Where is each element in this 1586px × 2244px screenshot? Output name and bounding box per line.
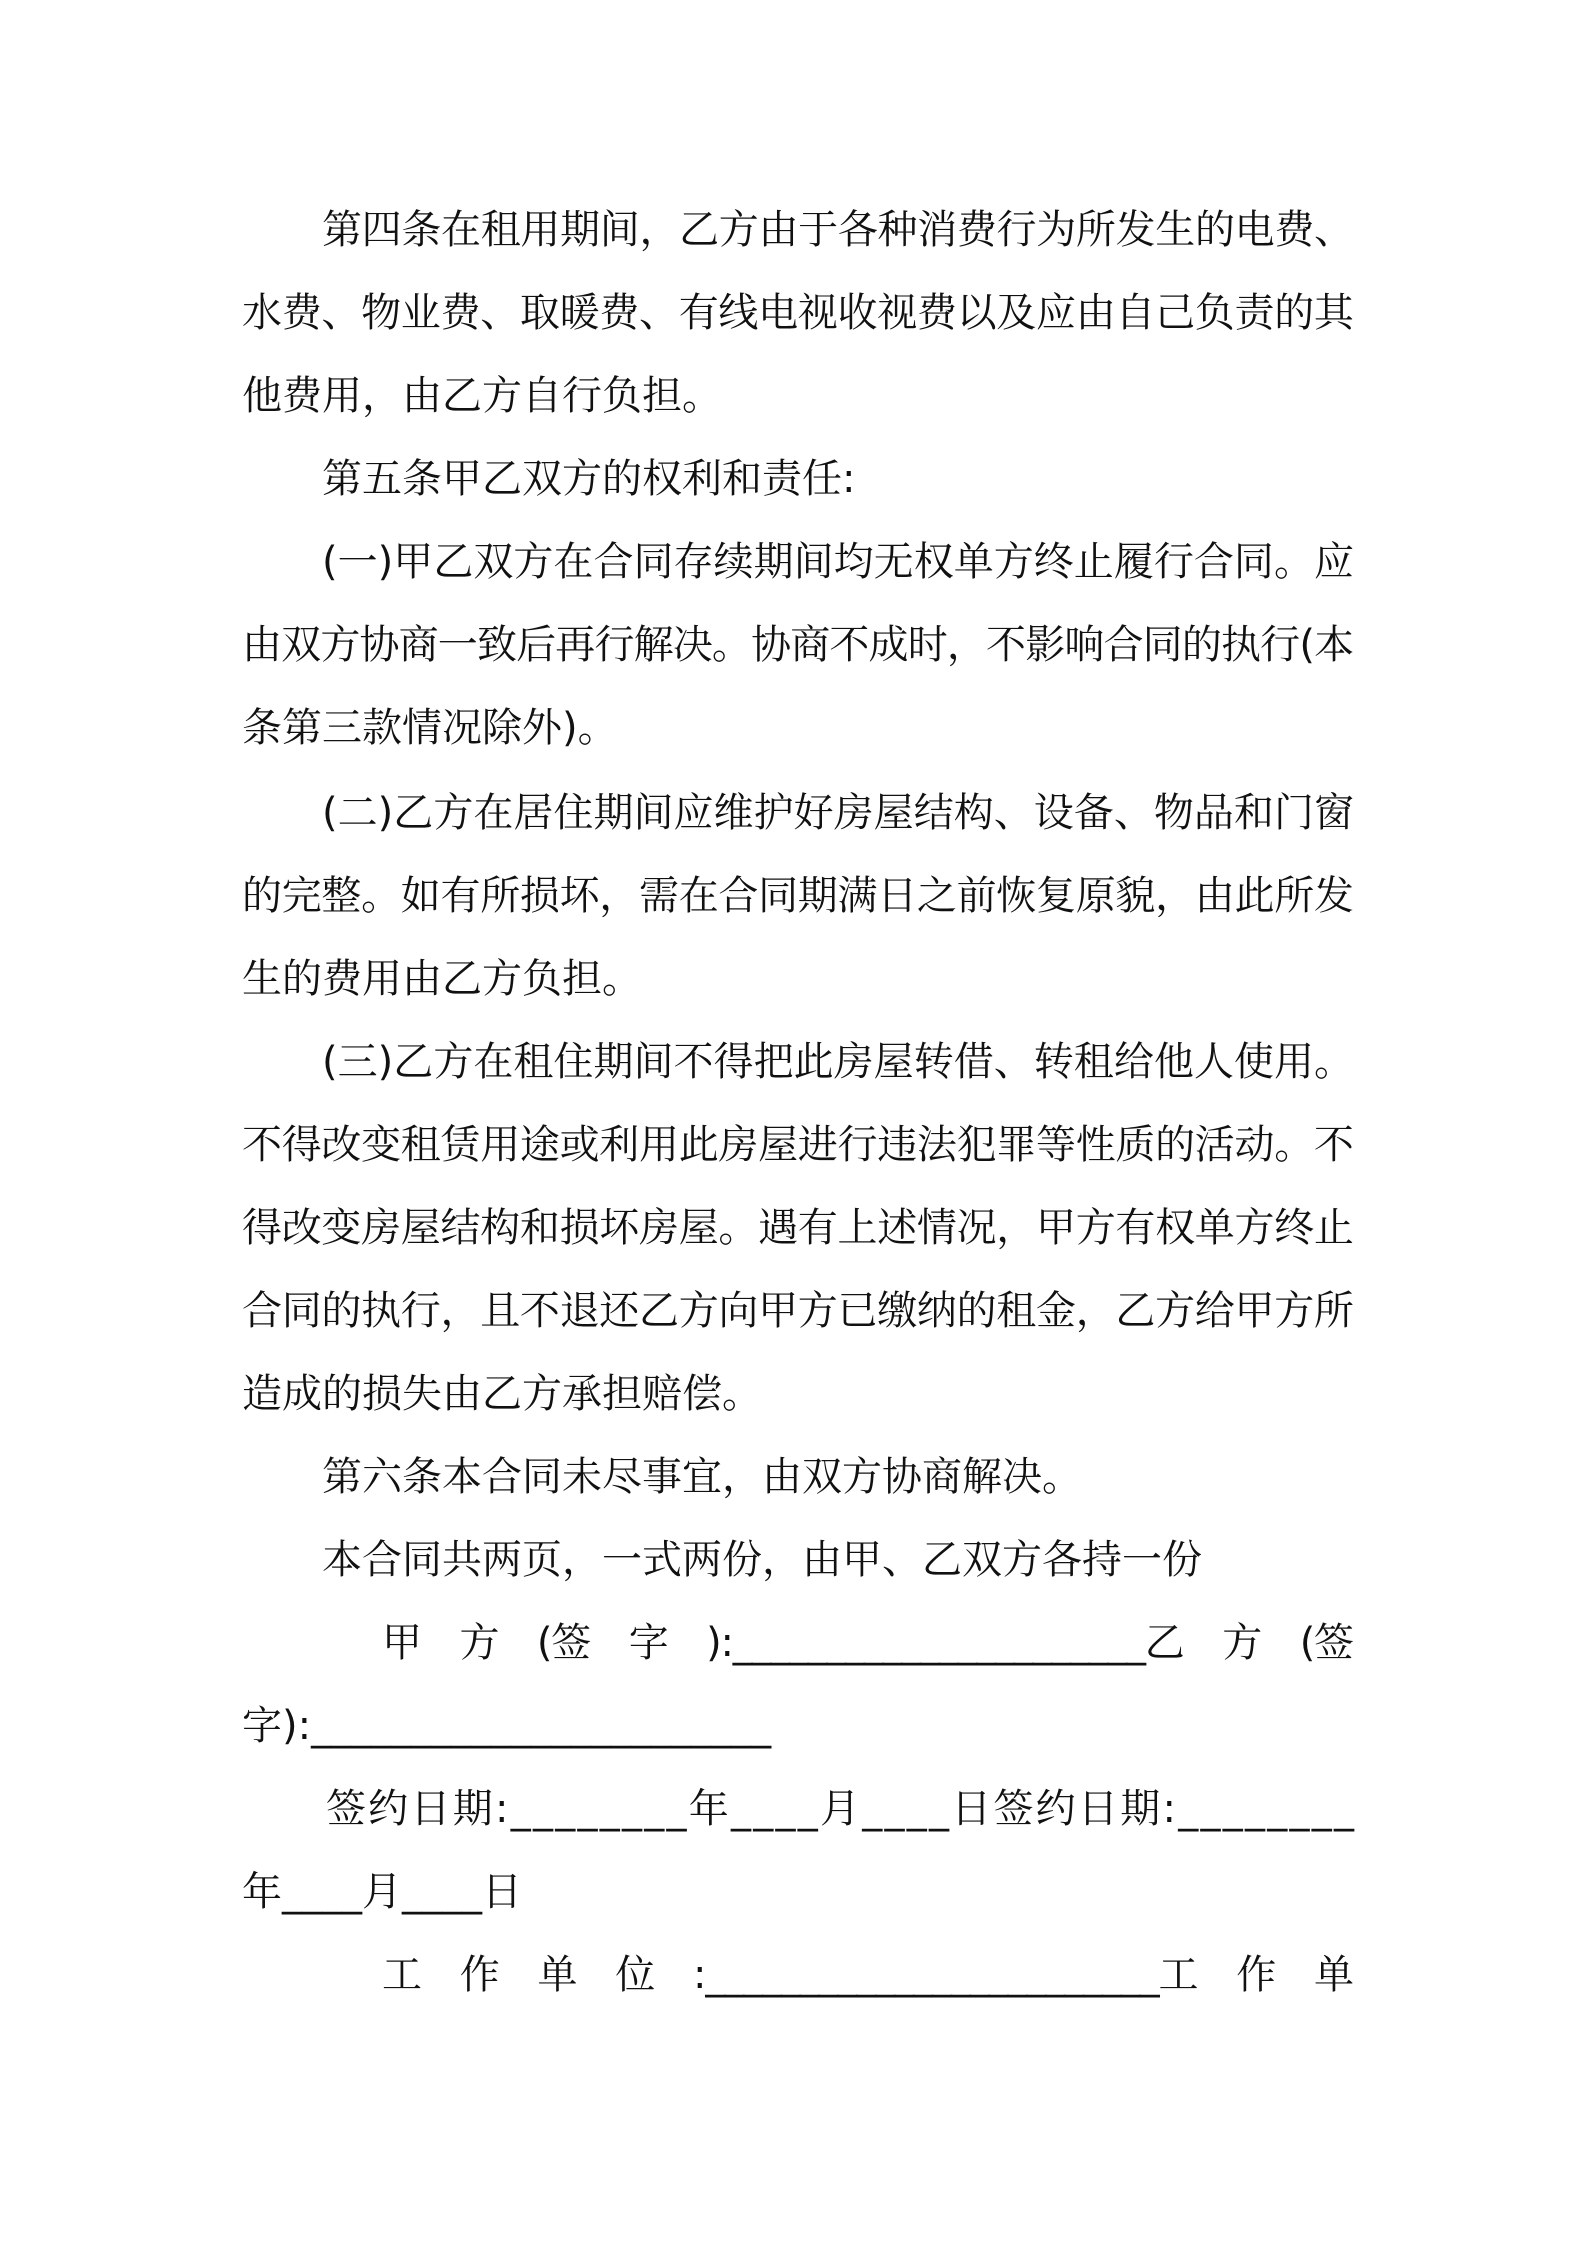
- paragraph-line: 不得改变租赁用途或利用此房屋进行违法犯罪等性质的活动。不: [242, 1122, 1354, 1168]
- paragraph-line: 的完整。如有所损坏，需在合同期满日之前恢复原貌，由此所发: [242, 873, 1354, 919]
- workplace-line: 工 作 单 位 :________________________工 作 单: [382, 1952, 1353, 1998]
- paragraph-line: (三)乙方在租住期间不得把此房屋转借、转租给他人使用。: [322, 1039, 1355, 1085]
- signature-line: 字):_______________________: [242, 1703, 772, 1749]
- paragraph-line: (二)乙方在居住期间应维护好房屋结构、设备、物品和门窗: [322, 790, 1355, 836]
- paragraph-line: 条第三款情况除外)。: [242, 705, 618, 751]
- paragraph-line: 第六条本合同未尽事宜，由双方协商解决。: [322, 1454, 1082, 1500]
- paragraph-line: 合同的执行，且不退还乙方向甲方已缴纳的租金，乙方给甲方所: [242, 1288, 1354, 1334]
- paragraph-line: 由双方协商一致后再行解决。协商不成时，不影响合同的执行(本: [242, 622, 1354, 668]
- paragraph-line: 得改变房屋结构和损坏房屋。遇有上述情况，甲方有权单方终止: [242, 1205, 1354, 1251]
- paragraph-line: 第五条甲乙双方的权利和责任:: [322, 456, 856, 502]
- paragraph-line: 造成的损失由乙方承担赔偿。: [242, 1371, 762, 1417]
- paragraph-line: (一)甲乙双方在合同存续期间均无权单方终止履行合同。应: [322, 539, 1355, 585]
- signature-line: 甲 方 (签 字 ):______________________乙 方 (签: [382, 1620, 1353, 1666]
- paragraph-line: 水费、物业费、取暖费、有线电视收视费以及应由自己负责的其: [242, 290, 1354, 336]
- paragraph-line: 本合同共两页，一式两份，由甲、乙双方各持一份: [322, 1537, 1202, 1583]
- paragraph-line: 生的费用由乙方负担。: [242, 956, 642, 1002]
- date-line: 年____月____日: [242, 1869, 522, 1915]
- paragraph-line: 他费用，由乙方自行负担。: [242, 373, 722, 419]
- date-line: 签约日期:________年____月____日签约日期:________: [326, 1786, 1357, 1832]
- paragraph-line: 第四条在租用期间，乙方由于各种消费行为所发生的电费、: [322, 207, 1354, 253]
